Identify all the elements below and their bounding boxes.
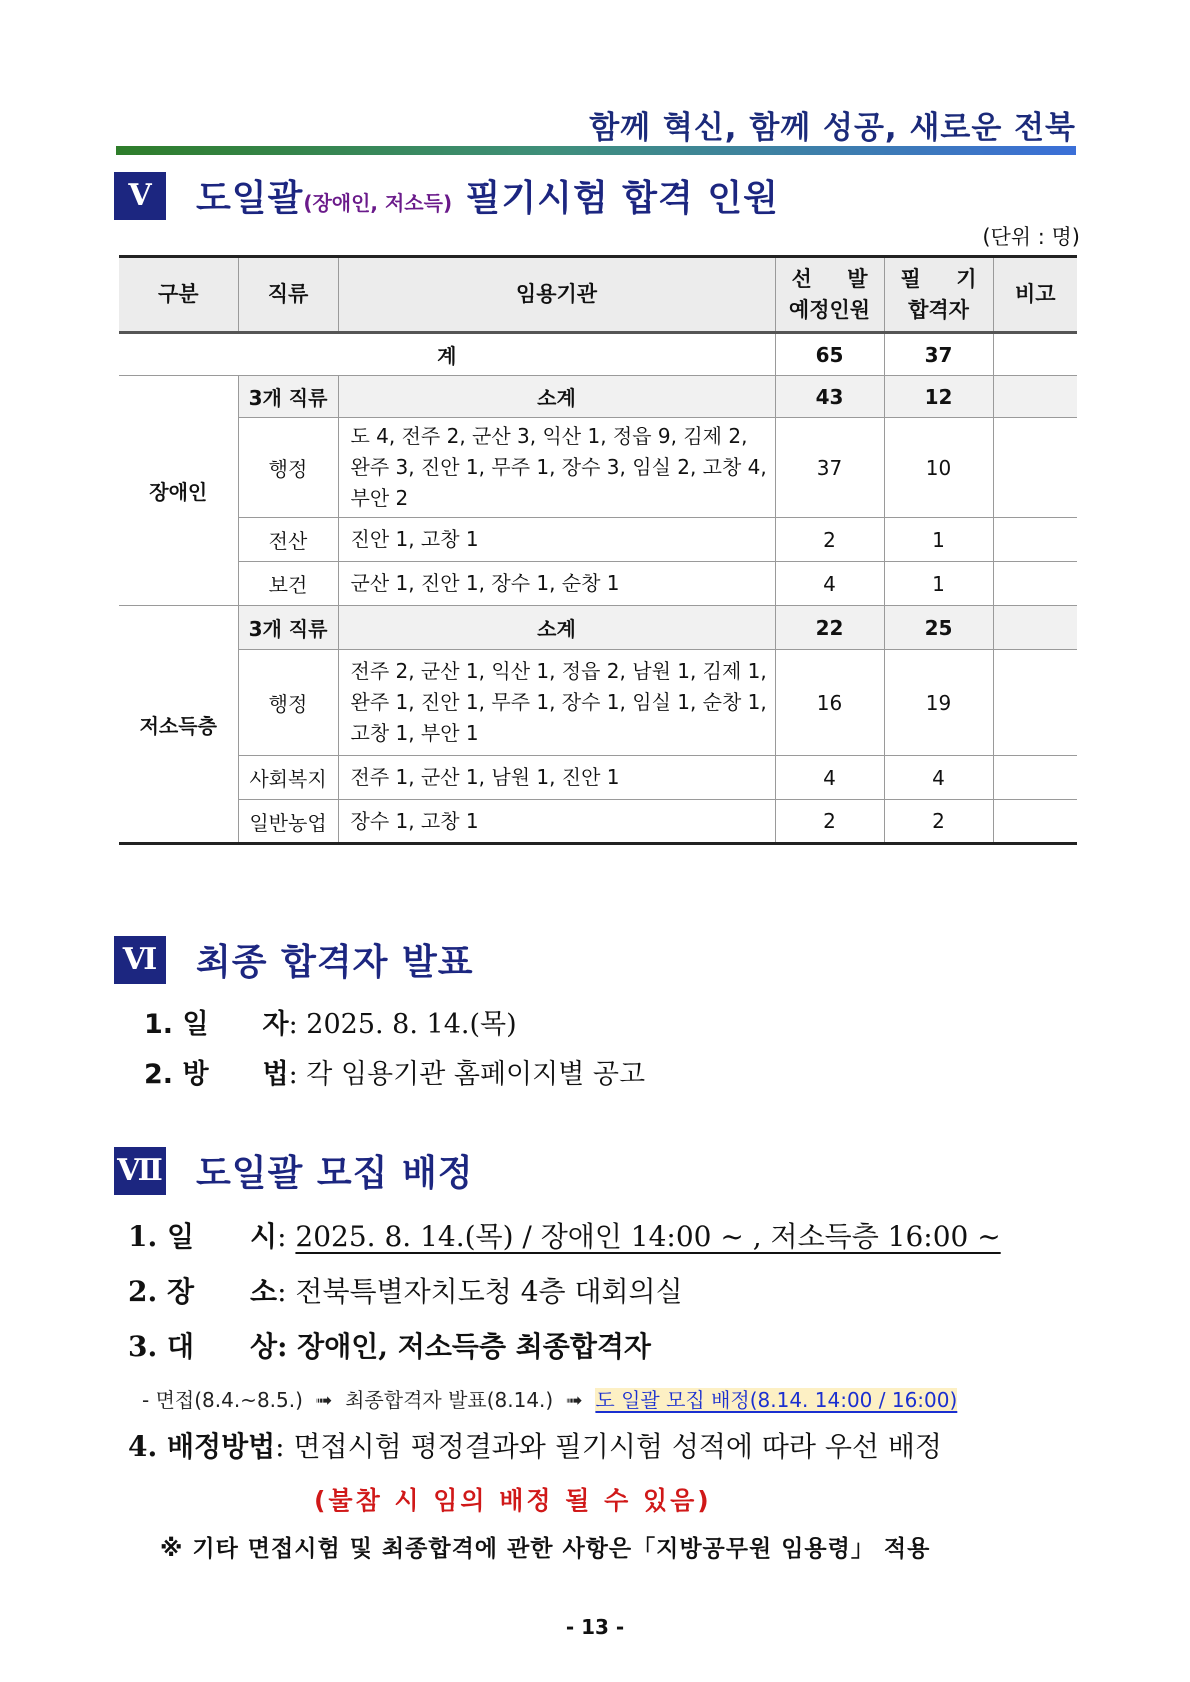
announce-date-label: 1. 일 자 [144, 1009, 289, 1040]
arrow-icon: ➟ [309, 1388, 339, 1412]
process-flow [142, 1384, 957, 1413]
announce-method-value: : 각 임용기관 홈페이지별 공고 [288, 1059, 646, 1090]
total-planned: 65 [775, 333, 884, 376]
row-passed: 1 [884, 562, 993, 606]
assign-target-value: : 장애인, 저소득층 최종합격자 [277, 1330, 651, 1363]
row-note [993, 518, 1077, 562]
row-agency: 전주 2, 군산 1, 익산 1, 정읍 2, 남원 1, 김제 1, 완주 1, 진안 1, 무주 1, 장수 1, 임실 1, 순창 1, 고창 1, 부안 1 [338, 650, 775, 756]
row-passed: 19 [884, 650, 993, 756]
disabled-subtotal-passed: 12 [884, 376, 993, 418]
assign-place-line [128, 1270, 683, 1310]
header-slogan: 함께 혁신, 함께 성공, 새로운 전북 [589, 110, 1076, 146]
row-job: 일반농업 [238, 800, 338, 844]
header-job: 직류 [238, 257, 338, 333]
footnote: ※ 기타 면접시험 및 최종합격에 관한 사항은「지방공무원 임용령」 적용 [160, 1536, 931, 1562]
header-passed-b: 기 [956, 267, 977, 292]
row-job: 행정 [238, 418, 338, 518]
assign-method-value: : 면접시험 평정결과와 필기시험 성적에 따라 우선 배정 [275, 1430, 942, 1463]
lowincome-label: 저소득층 [119, 606, 238, 844]
section-5-title-rest: 필기시험 합격 인원 [452, 178, 779, 219]
row-job: 보건 [238, 562, 338, 606]
lowincome-subtotal-note [993, 606, 1077, 650]
header-passed-a: 필 [900, 267, 921, 292]
lowincome-subtotal-planned: 22 [775, 606, 884, 650]
row-agency: 도 4, 전주 2, 군산 3, 익산 1, 정읍 9, 김제 2, 완주 3, 진안 1, 무주 1, 장수 3, 임실 2, 고창 4, 부안 2 [338, 418, 775, 518]
assign-place-value: : 전북특별자치도청 4층 대회의실 [277, 1275, 683, 1308]
disabled-subtotal-note [993, 376, 1077, 418]
row-job: 사회복지 [238, 756, 338, 800]
disabled-subtotal-agency: 소계 [338, 376, 775, 418]
page-number: - 13 - [565, 1615, 625, 1639]
lowincome-subtotal-job: 3개 직류 [238, 606, 338, 650]
row-agency: 군산 1, 진안 1, 장수 1, 순창 1 [338, 562, 775, 606]
header-agency: 임용기관 [338, 257, 775, 333]
assign-place-label: 2. 장 소 [128, 1275, 278, 1308]
row-job: 행정 [238, 650, 338, 756]
row-note [993, 756, 1077, 800]
header-divider [116, 146, 1076, 155]
row-note [993, 650, 1077, 756]
disabled-label: 장애인 [119, 376, 238, 606]
header-passed-2: 합격자 [908, 297, 969, 322]
row-agency: 장수 1, 고창 1 [338, 800, 775, 844]
section-7-title: 도일괄 모집 배정 [196, 1153, 474, 1194]
row-agency: 진안 1, 고창 1 [338, 518, 775, 562]
header-planned [775, 257, 884, 333]
assign-target-line [128, 1325, 651, 1365]
assign-time-value: 2025. 8. 14.(목) / 장애인 14:00 ~ , 저소득층 16:00 ~ [295, 1220, 1001, 1253]
row-passed: 4 [884, 756, 993, 800]
row-agency: 전주 1, 군산 1, 남원 1, 진안 1 [338, 756, 775, 800]
section-6-heading [114, 934, 474, 985]
table-row [119, 756, 1077, 800]
header-passed [884, 257, 993, 333]
total-label: 계 [119, 333, 775, 376]
section-5-number: Ⅴ [114, 172, 166, 220]
announce-method-label: 2. 방 법 [144, 1059, 289, 1090]
pass-count-table [119, 255, 1077, 845]
header-category: 구분 [119, 257, 238, 333]
assign-method-line [128, 1425, 942, 1465]
row-note [993, 800, 1077, 844]
table-row [119, 418, 1077, 518]
disabled-subtotal-job: 3개 직류 [238, 376, 338, 418]
row-note [993, 418, 1077, 518]
header-planned-2: 예정인원 [788, 297, 871, 322]
table-row [119, 650, 1077, 756]
arrow-icon: ➟ [559, 1388, 590, 1412]
table-row-lowincome-subtotal [119, 606, 1077, 650]
row-job: 전산 [238, 518, 338, 562]
section-5-heading [114, 170, 779, 221]
announce-date-value: : 2025. 8. 14.(목) [288, 1009, 517, 1040]
header-planned-b: 발 [847, 267, 868, 292]
row-planned: 2 [775, 518, 884, 562]
table-row-disabled-subtotal [119, 376, 1077, 418]
lowincome-subtotal-passed: 25 [884, 606, 993, 650]
section-5-title-main: 도일괄 [196, 178, 304, 219]
section-7-number: Ⅶ [114, 1147, 166, 1195]
total-passed: 37 [884, 333, 993, 376]
table-header-row [119, 257, 1077, 333]
header-planned-a: 선 [791, 267, 812, 292]
section-5-title [196, 170, 779, 221]
assign-target-label: 3. 대 상 [128, 1330, 278, 1363]
row-passed: 10 [884, 418, 993, 518]
section-5-title-sub: (장애인, 저소득) [303, 191, 453, 215]
lowincome-subtotal-agency: 소계 [338, 606, 775, 650]
table-row-total [119, 333, 1077, 376]
assign-method-label: 4. 배정방법 [128, 1430, 276, 1463]
announce-date-line [144, 1002, 517, 1041]
announce-method-line [144, 1052, 645, 1091]
header-note: 비고 [993, 257, 1077, 333]
assign-time-line: 1. 일 시: 2025. 8. 14.(목) / 장애인 14:00 ~ , 저소득층 16:00 ~ [128, 1215, 1001, 1255]
flow-step-assignment: 도 일괄 모집 배정(8.14. 14:00 / 16:00) [595, 1388, 958, 1412]
table-row [119, 518, 1077, 562]
row-planned: 4 [775, 756, 884, 800]
row-planned: 37 [775, 418, 884, 518]
flow-step-interview: - 면접(8.4.~8.5.) [142, 1388, 303, 1412]
flow-step-announce: 최종합격자 발표(8.14.) [345, 1388, 554, 1412]
row-note [993, 562, 1077, 606]
row-planned: 4 [775, 562, 884, 606]
section-6-number: Ⅵ [114, 936, 166, 984]
section-6-title: 최종 합격자 발표 [196, 942, 474, 983]
unit-label: (단위 : 명) [982, 225, 1080, 249]
row-passed: 1 [884, 518, 993, 562]
table-row [119, 800, 1077, 844]
section-7-heading [114, 1145, 474, 1196]
table-row [119, 562, 1077, 606]
row-planned: 16 [775, 650, 884, 756]
row-passed: 2 [884, 800, 993, 844]
assign-time-label: 1. 일 시 [128, 1220, 278, 1253]
absence-warning: (불참 시 임의 배정 될 수 있음) [314, 1486, 712, 1515]
row-planned: 2 [775, 800, 884, 844]
total-note [993, 333, 1077, 376]
disabled-subtotal-planned: 43 [775, 376, 884, 418]
